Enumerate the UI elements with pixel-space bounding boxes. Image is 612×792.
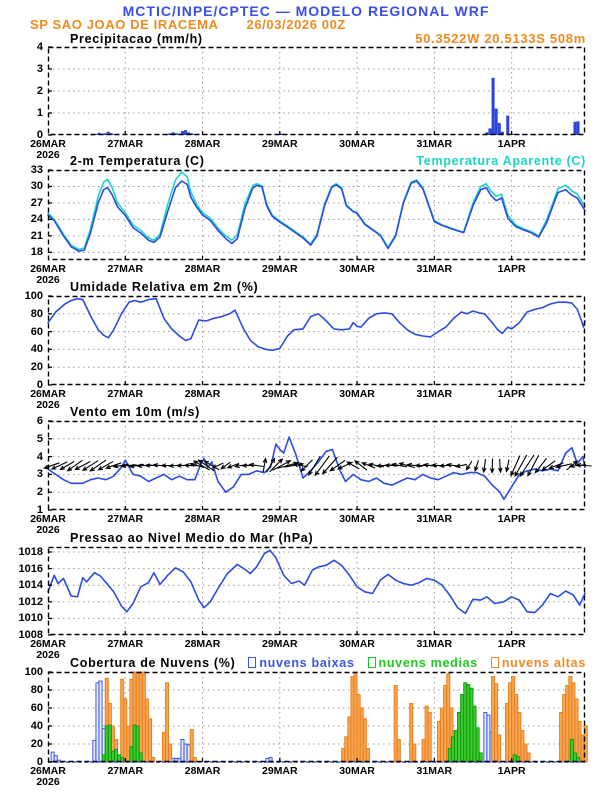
y-tick-label: 20 [30,361,43,374]
y-tick-label: 4 [36,41,43,53]
x-tick-label: 28MAR [184,388,221,400]
x-axis-year-label: 2026 [36,149,60,161]
y-tick-label: 20 [30,738,43,750]
x-tick-label: 30MAR [339,513,375,525]
x-tick-label: 29MAR [262,638,298,650]
y-tick-label: 60 [30,325,43,338]
y-tick-label: 1 [36,107,43,119]
panel-title: Vento em 10m (m/s) [70,405,201,419]
x-tick-label: 29MAR [262,263,298,275]
chart-canvas [48,547,585,635]
x-axis-year-label: 2026 [36,776,60,788]
x-axis-year-label: 2026 [36,274,60,286]
x-tick-label: 30MAR [339,765,375,777]
y-tick-label: 0 [36,129,43,141]
x-axis-year-label: 2026 [36,649,60,661]
x-tick-label: 31MAR [416,638,453,650]
x-tick-label: 31MAR [416,388,453,400]
y-tick-label: 6 [36,415,43,427]
panel-temperature [0,154,612,288]
y-tick-label: 2 [36,85,43,97]
y-tick-label: 24 [30,213,43,226]
x-tick-label: 28MAR [184,513,221,525]
x-tick-label: 27MAR [107,638,144,650]
x-tick-label: 29MAR [262,388,298,400]
y-tick-label: 2 [36,486,43,499]
x-tick-label: 28MAR [184,138,221,150]
x-tick-label: 30MAR [339,388,375,400]
x-tick-label: 1APR [497,638,526,650]
x-tick-label: 28MAR [184,765,221,777]
y-tick-label: 80 [30,307,43,320]
y-tick-label: 80 [30,684,43,696]
x-tick-label: 26MAR [30,388,66,400]
x-tick-label: 29MAR [262,765,298,777]
x-tick-label: 30MAR [339,263,375,275]
chart-canvas [48,170,585,260]
panel-title: Precipitacao (mm/h) [70,32,203,46]
y-tick-label: 0 [36,756,43,768]
panel-wind [0,405,612,538]
x-tick-label: 27MAR [107,388,144,400]
x-axis-year-label: 2026 [36,399,60,411]
panel-title: Cobertura de Nuvens (%) [70,656,236,670]
x-tick-label: 27MAR [107,263,144,275]
y-tick-label: 0 [36,379,43,391]
x-tick-label: 1APR [497,388,526,400]
y-tick-label: 1010 [18,612,43,625]
plot-area [0,41,612,163]
x-tick-label: 27MAR [107,513,144,525]
y-tick-label: 30 [30,180,43,193]
y-tick-label: 60 [30,702,43,714]
y-tick-label: 100 [24,290,43,302]
panel-cloud-cover [0,656,612,790]
y-tick-label: 40 [30,343,43,356]
coordinates-label: 50.3522W 20.5133S 508m [415,31,586,46]
x-tick-label: 1APR [497,513,526,525]
chart-canvas [48,421,585,510]
x-tick-label: 1APR [497,138,526,150]
y-tick-label: 1008 [18,629,43,641]
y-tick-label: 18 [30,246,43,259]
y-tick-label: 21 [30,229,43,242]
panel-title: 2-m Temperatura (C) [70,154,205,168]
y-tick-label: 3 [36,63,43,75]
x-axis-year-label: 2026 [36,524,60,536]
panel-precipitation [0,31,612,163]
plot-area [0,666,612,790]
x-tick-label: 26MAR [30,638,66,650]
x-tick-label: 1APR [497,263,526,275]
x-tick-label: 31MAR [416,765,453,777]
legend-item-high-clouds: nuvens altas [491,656,586,670]
x-tick-label: 27MAR [107,765,144,777]
page-title: MCTIC/INPE/CPTEC — MODELO REGIONAL WRF [122,3,490,19]
panel-sea-level-pressure [0,531,612,663]
x-tick-label: 1APR [497,765,526,777]
legend-swatch-icon [248,657,256,668]
legend-swatch-icon [368,657,376,668]
chart-canvas [48,296,585,385]
x-tick-label: 26MAR [30,765,66,777]
apparent-temperature-legend: Temperatura Aparente (C) [416,154,586,168]
panel-relative-humidity [0,280,612,413]
x-tick-label: 27MAR [107,138,144,150]
y-tick-label: 1018 [18,545,43,558]
x-tick-label: 26MAR [30,513,66,525]
panel-title: Pressao ao Nivel Medio do Mar (hPa) [70,531,314,545]
chart-canvas [48,672,585,762]
x-tick-label: 28MAR [184,263,221,275]
x-tick-label: 28MAR [184,638,221,650]
y-tick-label: 3 [36,468,43,481]
legend-item-mid-clouds: nuvens medias [368,656,478,670]
y-tick-label: 1016 [18,562,43,575]
panel-title: Umidade Relativa em 2m (%) [70,280,259,294]
x-tick-label: 31MAR [416,138,453,150]
plot-area [0,547,612,663]
y-tick-label: 4 [36,450,43,463]
y-tick-label: 40 [30,720,43,732]
x-tick-label: 30MAR [339,138,375,150]
x-tick-label: 29MAR [262,138,298,150]
x-tick-label: 29MAR [262,513,298,525]
plot-area [0,415,612,538]
y-tick-label: 33 [30,164,43,176]
y-tick-label: 5 [36,432,43,445]
legend-item-low-clouds: nuvens baixas [248,656,354,670]
y-tick-label: 1 [36,504,43,516]
x-tick-label: 31MAR [416,263,453,275]
chart-canvas [48,47,585,135]
x-tick-label: 30MAR [339,638,375,650]
station-header [30,17,346,32]
x-tick-label: 26MAR [30,138,66,150]
y-tick-label: 1014 [18,579,43,592]
model-run-datetime: 26/03/2026 00Z [246,17,346,32]
y-tick-label: 1012 [18,595,43,608]
x-tick-label: 31MAR [416,513,453,525]
y-tick-label: 27 [30,196,43,209]
x-tick-label: 26MAR [30,263,66,275]
legend-swatch-icon [491,657,499,668]
plot-area [0,164,612,288]
station-name: SP SAO JOAO DE IRACEMA [30,17,219,32]
y-tick-label: 100 [24,666,43,678]
plot-area [0,290,612,413]
